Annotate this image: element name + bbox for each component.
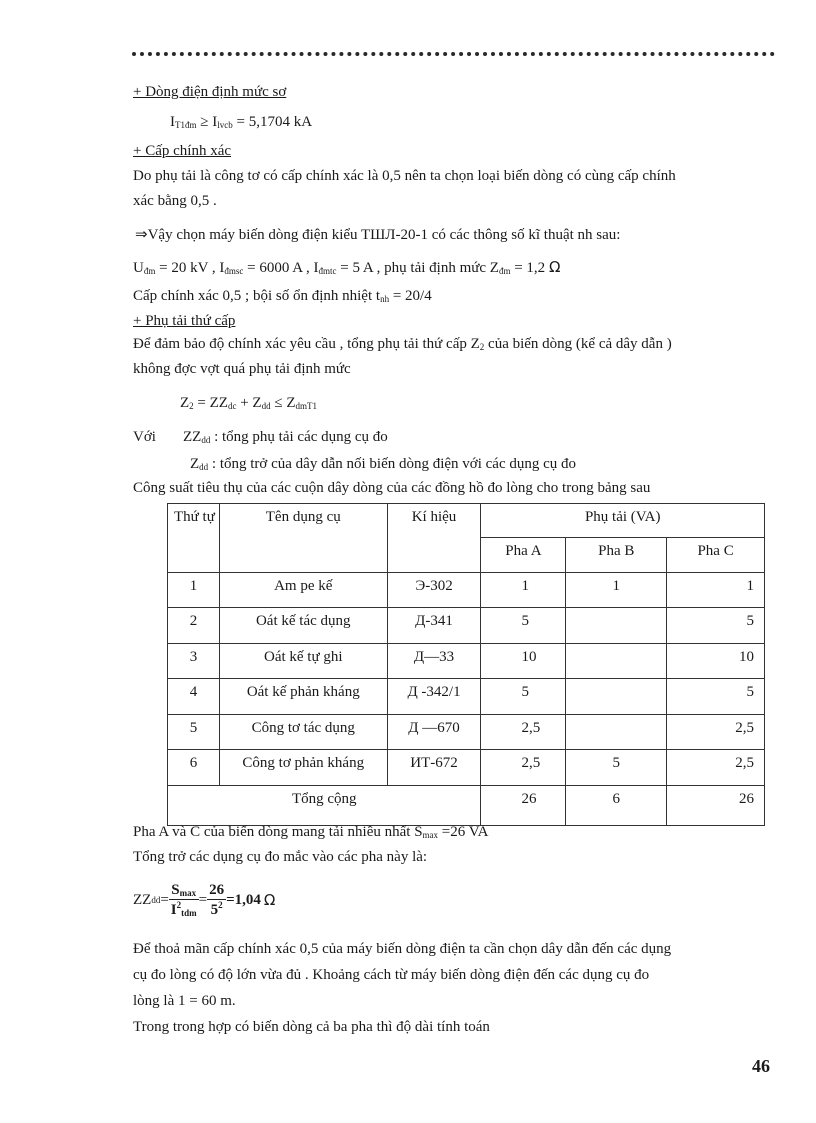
equation-impedance: ZZ dd = $\frac{S_{max}}{I^2_{tdm}}$ = $\frac{26}{5^2}$ =1,04 Ω: [133, 881, 276, 918]
cell-pha-c: 5: [667, 608, 765, 644]
cell-name: Oát kế phản kháng: [219, 679, 387, 715]
definition-zdd-label: Với: [133, 429, 156, 445]
cell-stt: 2: [168, 608, 220, 644]
cell-code: Д-341: [387, 608, 481, 644]
cell-pha-a: 10: [481, 644, 566, 679]
table-row: [168, 608, 765, 644]
cell-total-label: Tổng cộng: [168, 786, 481, 826]
implies-arrow-icon: ⇒: [135, 225, 148, 243]
paragraph-three-phase: Trong trong hợp có biến dòng cả ba pha thì độ dài tính toán: [133, 1019, 490, 1035]
paragraph-wire-1: Để thoả mãn cấp chính xác 0,5 của máy biến dòng điện ta cần chọn dây dẫn đến các dụng: [133, 941, 672, 957]
heading-secondary-load: + Phụ tải thứ cấp: [133, 313, 236, 329]
paragraph-accuracy-1: Do phụ tải là công tơ có cấp chính xác là 0,5 nên ta chọn loại biến dòng có cùng cấp chính: [133, 168, 676, 184]
cell-pha-c: 5: [667, 679, 765, 715]
cell-name: Oát kế tự ghi: [219, 644, 387, 679]
paragraph-selection: ⇒Vậy chọn máy biến dòng điện kiểu TШЛ-20-1 có các thông số kĩ thuật nh sau:: [135, 225, 621, 243]
cell-pha-c: 2,5: [667, 750, 765, 786]
cell-name: Công tơ phản kháng: [219, 750, 387, 786]
header-code: Kí hiệu: [387, 504, 481, 573]
paragraph-ratings: $U_{đm} = 20$ kV , $I_{đmsc} = 6000$ A , $I_{đmtc} = 5$ A , phụ tải định mức $Z_{đm} = 1,2$ Ω: [133, 258, 561, 276]
cell-code: Э-302: [387, 573, 481, 608]
table-header-row: [168, 504, 765, 538]
cell-pha-b: 5: [566, 750, 667, 786]
cell-stt: 5: [168, 715, 220, 750]
fraction-s-over-i: $\frac{S_{max}}{I^2_{tdm}}$: [170, 881, 197, 918]
cell-name: Am pe kế: [219, 573, 387, 608]
cell-pha-b: [566, 608, 667, 644]
ohm-symbol: Ω: [548, 258, 561, 276]
header-pha-c: Pha C: [667, 538, 765, 573]
cell-pha-b: 1: [566, 573, 667, 608]
cell-pha-c: 2,5: [667, 715, 765, 750]
table-row: [168, 715, 765, 750]
fraction-26-over-25: $\frac{26}{5^2}$: [209, 881, 225, 918]
cell-stt: 3: [168, 644, 220, 679]
cell-pha-a: 1: [481, 573, 566, 608]
cell-pha-a: 5: [481, 608, 566, 644]
cell-code: Д —670: [387, 715, 481, 750]
cell-name: Oát kế tác dụng: [219, 608, 387, 644]
paragraph-wire-2: cụ đo lòng có độ lớn vừa đủ . Khoảng cách từ máy biến dòng điện đến các dụng cụ đo: [133, 967, 650, 983]
cell-code: Д—33: [387, 644, 481, 679]
definition-zzdd: $ZZ_{dd}$ : tổng phụ tải các dụng cụ đo: [183, 429, 388, 445]
instrument-load-table: [167, 503, 765, 826]
definition-zdd: $Z_{dd}$ : tổng trở của dây dẫn nối biến dòng điện với các dụng cụ đo: [190, 456, 577, 472]
cell-total-c: 26: [667, 786, 765, 826]
table-total-row: [168, 786, 765, 826]
equation-secondary-load: $Z_2 = ZZ_{dc} + Z_{dd} \le Z_{dmT1}$: [180, 395, 317, 411]
ohm-symbol: Ω: [263, 891, 276, 909]
paragraph-table-intro: Công suất tiêu thụ của các cuộn dây dòng của các đồng hồ đo lòng cho trong bảng sau: [133, 480, 651, 496]
paragraph-secondary-1: Để đảm bảo độ chính xác yêu cầu , tổng phụ tải thứ cấp $Z_2$ của biến dòng (kể cả dây dẫn ): [133, 336, 672, 352]
paragraph-wire-3: lòng là 1 = 60 m.: [133, 993, 236, 1009]
paragraph-max-load: Pha A và C của biến dòng mang tải nhiều nhất $S_{max} =26$ VA: [133, 824, 489, 840]
cell-stt: 6: [168, 750, 220, 786]
table-row: [168, 750, 765, 786]
table-row: [168, 679, 765, 715]
heading-primary-current: + Dòng điện định mức sơ: [133, 84, 287, 100]
cell-total-b: 6: [566, 786, 667, 826]
header-name: Tên dụng cụ: [219, 504, 387, 573]
cell-pha-a: 2,5: [481, 750, 566, 786]
page-number: 46: [752, 1056, 770, 1076]
cell-code: ИТ-672: [387, 750, 481, 786]
cell-code: Д -342/1: [387, 679, 481, 715]
cell-pha-c: 10: [667, 644, 765, 679]
header-load: Phụ tải (VA): [481, 504, 765, 538]
header-pha-a: Pha A: [481, 538, 566, 573]
cell-name: Công tơ tác dụng: [219, 715, 387, 750]
equation-primary-current: $I_{T1đm} \ge I_{lvcb} = 5,1704$ kA: [170, 114, 313, 130]
dotted-rule: [132, 52, 775, 56]
table-row: [168, 644, 765, 679]
paragraph-thermal: Cấp chính xác 0,5 ; bội số ổn định nhiệt $t_{nh} = 20/4$: [133, 288, 432, 304]
paragraph-accuracy-2: xác bằng 0,5 .: [133, 193, 217, 209]
heading-accuracy-class: + Cấp chính xác: [133, 143, 232, 159]
cell-stt: 1: [168, 573, 220, 608]
header-pha-b: Pha B: [566, 538, 667, 573]
header-stt: Thứ tự: [168, 504, 220, 573]
paragraph-impedance-intro: Tổng trở các dụng cụ đo mắc vào các pha này là:: [133, 849, 428, 865]
cell-stt: 4: [168, 679, 220, 715]
cell-total-a: 26: [481, 786, 566, 826]
paragraph-secondary-2: không đợc vợt quá phụ tải định mức: [133, 361, 351, 377]
cell-pha-a: 5: [481, 679, 566, 715]
cell-pha-c: 1: [667, 573, 765, 608]
cell-pha-b: [566, 715, 667, 750]
cell-pha-b: [566, 644, 667, 679]
table-row: [168, 573, 765, 608]
cell-pha-a: 2,5: [481, 715, 566, 750]
cell-pha-b: [566, 679, 667, 715]
